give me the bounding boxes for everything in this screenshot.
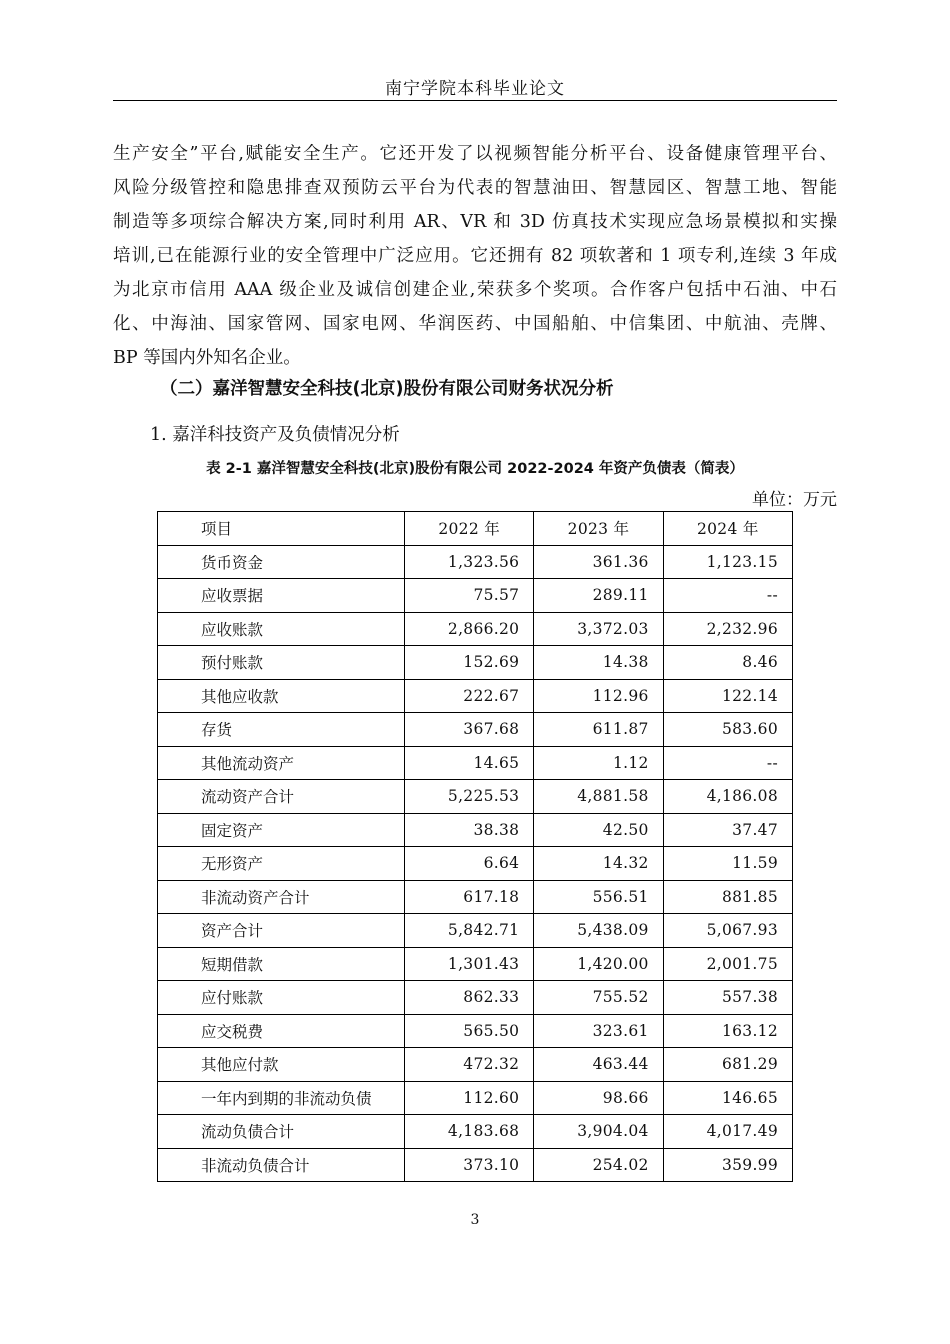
value-cell: 6.64 [405,847,534,881]
row-label-cell: 其他应付款 [158,1048,405,1082]
row-label-cell: 资产合计 [158,914,405,948]
value-cell: 3,372.03 [534,612,663,646]
value-cell: 557.38 [663,981,792,1015]
value-cell: 862.33 [405,981,534,1015]
value-cell: 42.50 [534,813,663,847]
value-cell: 3,904.04 [534,1115,663,1149]
value-cell: 359.99 [663,1148,792,1182]
row-label-cell: 货币资金 [158,545,405,579]
value-cell: 1,323.56 [405,545,534,579]
row-label-cell: 存货 [158,713,405,747]
value-cell: 4,186.08 [663,780,792,814]
value-cell: -- [663,746,792,780]
value-cell: 4,881.58 [534,780,663,814]
table-row [158,746,793,780]
row-label-cell: 其他应收款 [158,679,405,713]
value-cell: 163.12 [663,1014,792,1048]
value-cell: 1,123.15 [663,545,792,579]
value-cell: 367.68 [405,713,534,747]
value-cell: 1.12 [534,746,663,780]
value-cell: 2,866.20 [405,612,534,646]
table-header-row [158,512,793,546]
table-row [158,545,793,579]
table-row [158,579,793,613]
value-cell: 4,183.68 [405,1115,534,1149]
value-cell: 681.29 [663,1048,792,1082]
row-label-cell: 一年内到期的非流动负债 [158,1081,405,1115]
table-row [158,713,793,747]
body-paragraph [113,137,837,375]
row-label-cell: 应收账款 [158,612,405,646]
table-row [158,612,793,646]
table-row [158,914,793,948]
header-cell-year: 2022 年 [405,512,534,546]
body-line: BP 等国内外知名企业。 [113,348,301,368]
value-cell: 472.32 [405,1048,534,1082]
value-cell: 14.32 [534,847,663,881]
value-cell: 5,842.71 [405,914,534,948]
page-number: 3 [470,1212,480,1228]
table-row [158,1081,793,1115]
row-label-cell: 应付账款 [158,981,405,1015]
body-line: 生产安全”平台,赋能安全生产。它还开发了以视频智能分析平台、设备健康管理平台、 [113,144,837,164]
page-header-title: 南宁学院本科毕业论文 [385,79,565,99]
table-row [158,679,793,713]
value-cell: 112.60 [405,1081,534,1115]
row-label-cell: 应交税费 [158,1014,405,1048]
value-cell: 254.02 [534,1148,663,1182]
table-row [158,1048,793,1082]
value-cell: 112.96 [534,679,663,713]
value-cell: 323.61 [534,1014,663,1048]
row-label-cell: 非流动负债合计 [158,1148,405,1182]
table-row [158,847,793,881]
header-cell-item: 项目 [158,512,405,546]
value-cell: 881.85 [663,880,792,914]
header-cell-year: 2023 年 [534,512,663,546]
value-cell: 98.66 [534,1081,663,1115]
body-line: 制造等多项综合解决方案,同时利用 AR、VR 和 3D 仿真技术实现应急场景模拟和实操 [113,212,837,232]
value-cell: 755.52 [534,981,663,1015]
value-cell: 8.46 [663,646,792,680]
table-row [158,1014,793,1048]
row-label-cell: 流动负债合计 [158,1115,405,1149]
body-line: 风险分级管控和隐患排查双预防云平台为代表的智慧油田、智慧园区、智慧工地、智能 [113,178,837,198]
table-row [158,1115,793,1149]
value-cell: 11.59 [663,847,792,881]
row-label-cell: 其他流动资产 [158,746,405,780]
row-label-cell: 非流动资产合计 [158,880,405,914]
value-cell: 611.87 [534,713,663,747]
value-cell: 122.14 [663,679,792,713]
row-label-cell: 应收票据 [158,579,405,613]
body-line: 为北京市信用 AAA 级企业及诚信创建企业,荣获多个奖项。合作客户包括中石油、中石 [113,280,837,300]
value-cell: 373.10 [405,1148,534,1182]
section-title: （二）嘉洋智慧安全科技(北京)股份有限公司财务状况分析 [160,379,614,399]
value-cell: 37.47 [663,813,792,847]
header-divider [113,100,837,101]
table-row [158,646,793,680]
body-line: 培训,已在能源行业的安全管理中广泛应用。它还拥有 82 项软著和 1 项专利,连续 3 年成 [113,246,837,266]
row-label-cell: 预付账款 [158,646,405,680]
sub-section-title: 1. 嘉洋科技资产及负债情况分析 [150,425,400,445]
value-cell: 361.36 [534,545,663,579]
body-line: 化、中海油、国家管网、国家电网、华润医药、中国船舶、中信集团、中航油、壳牌、 [113,314,837,334]
value-cell: 2,232.96 [663,612,792,646]
table-row [158,880,793,914]
value-cell: 289.11 [534,579,663,613]
value-cell: 1,301.43 [405,947,534,981]
value-cell: 5,438.09 [534,914,663,948]
value-cell: 152.69 [405,646,534,680]
value-cell: 222.67 [405,679,534,713]
table-row [158,780,793,814]
table-row [158,981,793,1015]
value-cell: 463.44 [534,1048,663,1082]
row-label-cell: 固定资产 [158,813,405,847]
value-cell: -- [663,579,792,613]
table-row [158,947,793,981]
balance-sheet-table [157,511,793,1182]
value-cell: 556.51 [534,880,663,914]
value-cell: 583.60 [663,713,792,747]
value-cell: 5,225.53 [405,780,534,814]
value-cell: 617.18 [405,880,534,914]
value-cell: 1,420.00 [534,947,663,981]
row-label-cell: 短期借款 [158,947,405,981]
header-cell-year: 2024 年 [663,512,792,546]
value-cell: 14.65 [405,746,534,780]
value-cell: 565.50 [405,1014,534,1048]
value-cell: 146.65 [663,1081,792,1115]
row-label-cell: 无形资产 [158,847,405,881]
value-cell: 75.57 [405,579,534,613]
value-cell: 4,017.49 [663,1115,792,1149]
row-label-cell: 流动资产合计 [158,780,405,814]
table-caption: 表 2-1 嘉洋智慧安全科技(北京)股份有限公司 2022-2024 年资产负债表（简表） [206,461,744,477]
table-unit: 单位：万元 [752,490,837,510]
value-cell: 5,067.93 [663,914,792,948]
value-cell: 38.38 [405,813,534,847]
value-cell: 14.38 [534,646,663,680]
table-row [158,813,793,847]
table-row [158,1148,793,1182]
value-cell: 2,001.75 [663,947,792,981]
